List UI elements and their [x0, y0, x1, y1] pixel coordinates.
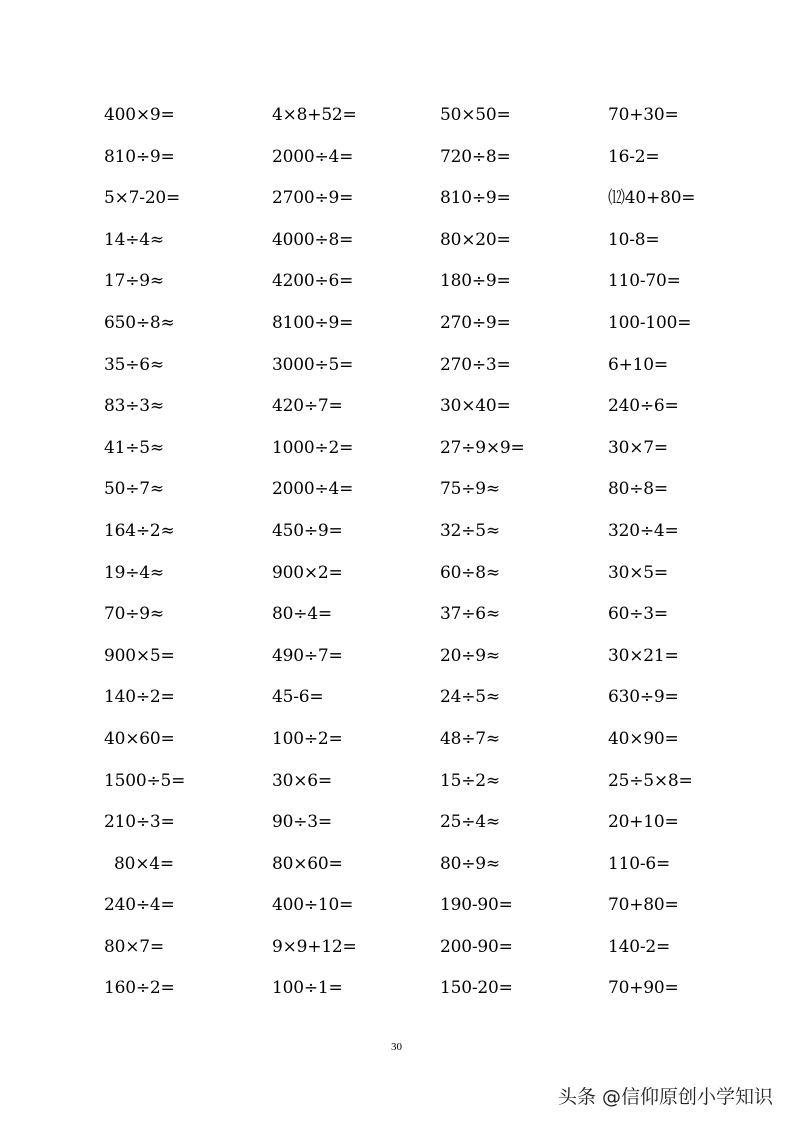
- problem-item: 80÷8=: [608, 479, 668, 500]
- problem-item: 70+90=: [608, 978, 679, 999]
- problem-item: 60÷8≈: [440, 562, 500, 583]
- problem-item: 6+10=: [608, 354, 668, 375]
- problem-item: 30×5=: [608, 562, 668, 583]
- problem-item: 48÷7≈: [440, 728, 500, 749]
- problem-item: 720÷8=: [440, 146, 511, 167]
- problem-item: 180÷9=: [440, 271, 511, 292]
- problem-item: 70÷9≈: [104, 604, 164, 625]
- problem-item: 25÷4≈: [440, 812, 500, 833]
- problem-item: 70+30=: [608, 105, 679, 125]
- problem-item: 41÷5≈: [104, 437, 164, 458]
- problem-grid: [104, 100, 776, 1015]
- problem-item: 450÷9=: [272, 520, 343, 541]
- problem-item: 150-20=: [440, 978, 513, 999]
- problem-item: 80÷9≈: [440, 853, 500, 874]
- problem-item: 210÷3=: [104, 812, 175, 833]
- problem-item: 100÷1=: [272, 978, 343, 999]
- problem-item: 240÷6=: [608, 396, 679, 417]
- problem-item: 27÷9×9=: [440, 437, 525, 458]
- problem-item: 320÷4=: [608, 520, 679, 541]
- problem-item: 15÷2≈: [440, 770, 500, 791]
- problem-item: 2700÷9=: [272, 188, 354, 209]
- watermark: 头条 @信仰原创小学知识: [557, 1086, 773, 1108]
- problem-item: 60÷3=: [608, 604, 668, 625]
- problem-item: 650÷8≈: [104, 312, 175, 333]
- problem-item: 24÷5≈: [440, 687, 500, 708]
- problem-item: 45-6=: [272, 687, 324, 708]
- problem-item: 900×2=: [272, 562, 343, 583]
- problem-item: 16-2=: [608, 146, 660, 167]
- problem-item: 30×40=: [440, 396, 511, 417]
- problem-item: 75÷9≈: [440, 479, 500, 500]
- problem-item: ⑿40+80=: [608, 188, 696, 209]
- problem-item: 400÷10=: [272, 895, 354, 916]
- problem-item: 10-8=: [608, 229, 660, 250]
- problem-item: 25÷5×8=: [608, 770, 693, 791]
- problem-item: 2000÷4=: [272, 479, 354, 500]
- problem-item: 5×7-20=: [104, 188, 181, 209]
- problem-item: 37÷6≈: [440, 604, 500, 625]
- problem-item: 80÷4=: [272, 604, 332, 625]
- problem-item: 1000÷2=: [272, 437, 354, 458]
- problem-item: 30×21=: [608, 645, 679, 666]
- problem-item: 30×7=: [608, 437, 668, 458]
- problem-item: 490÷7=: [272, 645, 343, 666]
- problem-item: 400×9=: [104, 105, 175, 125]
- problem-item: 2000÷4=: [272, 146, 354, 167]
- problem-item: 110-6=: [608, 853, 671, 874]
- problem-item: 70+80=: [608, 895, 679, 916]
- problem-item: 35÷6≈: [104, 354, 164, 375]
- problem-item: 17÷9≈: [104, 271, 164, 292]
- problem-item: 80×4=: [114, 853, 174, 874]
- problem-item: 200-90=: [440, 936, 513, 957]
- problem-item: 3000÷5=: [272, 354, 354, 375]
- problem-item: 4×8+52=: [272, 105, 357, 125]
- problem-item: 50÷7≈: [104, 479, 164, 500]
- problem-item: 190-90=: [440, 895, 513, 916]
- problem-item: 240÷4=: [104, 895, 175, 916]
- problem-item: 160÷2=: [104, 978, 175, 999]
- problem-item: 630÷9=: [608, 687, 679, 708]
- problem-item: 80×20=: [440, 229, 511, 250]
- problem-item: 8100÷9=: [272, 312, 354, 333]
- problem-item: 20÷9≈: [440, 645, 500, 666]
- problem-item: 100÷2=: [272, 728, 343, 749]
- problem-item: 90÷3=: [272, 812, 332, 833]
- problem-item: 140-2=: [608, 936, 671, 957]
- problem-item: 83÷3≈: [104, 396, 164, 417]
- problem-item: 50×50=: [440, 105, 511, 125]
- problem-item: 32÷5≈: [440, 520, 500, 541]
- problem-item: 140÷2=: [104, 687, 175, 708]
- problem-item: 40×90=: [608, 728, 679, 749]
- problem-item: 110-70=: [608, 271, 681, 292]
- problem-item: 14÷4≈: [104, 229, 164, 250]
- problem-item: 270÷9=: [440, 312, 511, 333]
- problem-item: 810÷9=: [104, 146, 175, 167]
- problem-item: 164÷2≈: [104, 520, 175, 541]
- problem-item: 100-100=: [608, 312, 692, 333]
- problem-item: 270÷3=: [440, 354, 511, 375]
- problem-item: 80×7=: [104, 936, 164, 957]
- problem-item: 30×6=: [272, 770, 332, 791]
- problem-item: 19÷4≈: [104, 562, 164, 583]
- problem-item: 80×60=: [272, 853, 343, 874]
- problem-item: 420÷7=: [272, 396, 343, 417]
- problem-item: 900×5=: [104, 645, 175, 666]
- problem-item: 1500÷5=: [104, 770, 186, 791]
- problem-item: 9×9+12=: [272, 936, 357, 957]
- problem-item: 810÷9=: [440, 188, 511, 209]
- problem-item: 4200÷6=: [272, 271, 354, 292]
- problem-item: 20+10=: [608, 812, 679, 833]
- problem-item: 4000÷8=: [272, 229, 354, 250]
- page-number: 30: [391, 1041, 402, 1053]
- problem-item: 40×60=: [104, 728, 175, 749]
